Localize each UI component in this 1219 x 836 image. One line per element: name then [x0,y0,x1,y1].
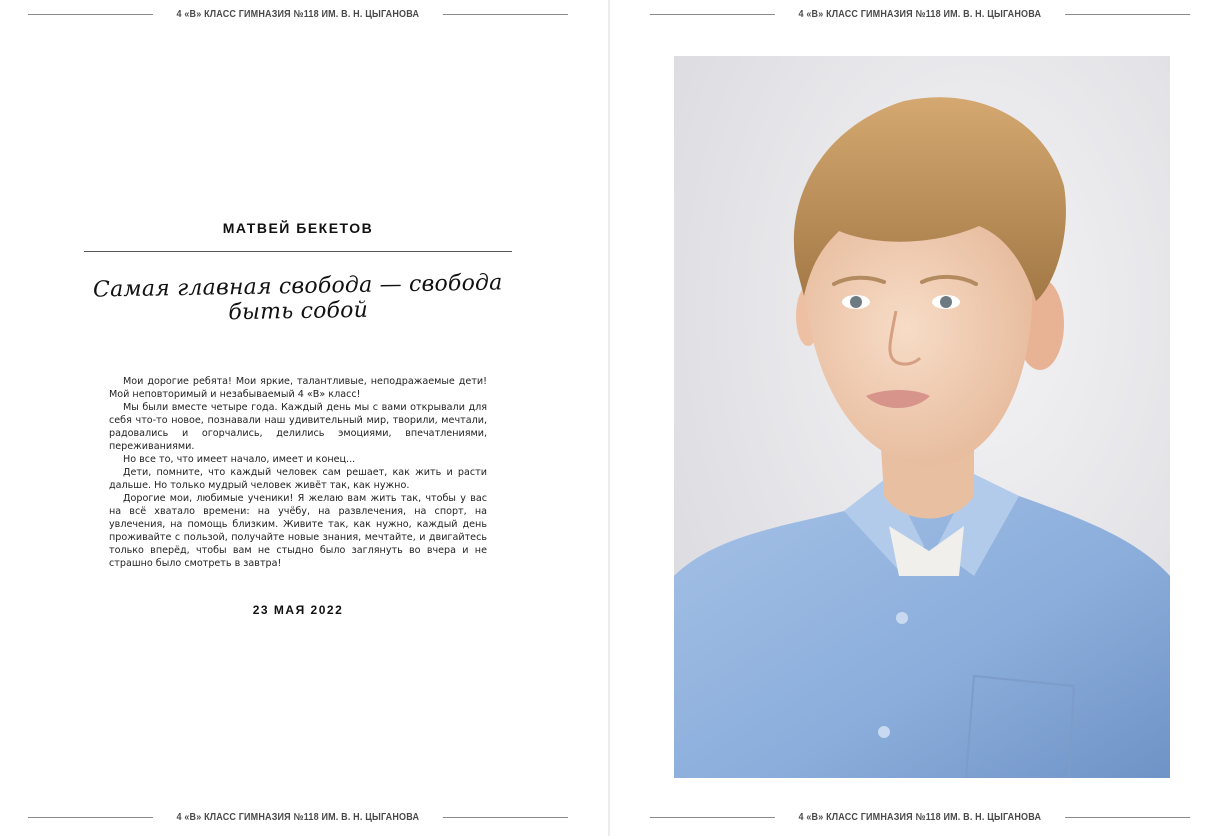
running-footer-right [650,812,1190,823]
header-rule-left [28,14,153,15]
student-portrait-photo [674,56,1170,778]
header-rule-right [1065,14,1190,15]
running-footer-text: 4 «В» КЛАСС ГИМНАЗИЯ №118 ИМ. В. Н. ЦЫГАНОВА [798,812,1042,823]
right-page [610,0,1219,836]
student-name: МАТВЕЙ БЕКЕТОВ [222,220,374,236]
header-rule-right [443,14,568,15]
running-header-text: 4 «В» КЛАСС ГИМНАЗИЯ №118 ИМ. В. Н. ЦЫГАНОВА [176,9,420,20]
shirt-button [896,612,908,624]
running-footer-left [28,812,568,823]
footer-rule-left [650,817,775,818]
shirt-button [878,726,890,738]
footer-rule-right [443,817,568,818]
left-page [0,0,608,836]
header-rule-left [650,14,775,15]
footer-rule-right [1065,817,1190,818]
date-label: 23 МАЯ 2022 [252,603,344,617]
letter-paragraph: Дорогие мои, любимые ученики! Я желаю вам жить так, чтобы у вас на всё хватало времени: на учёбу, на развлечения, на спорт, на увлечения, на помощь близким. Живите так, как нужно, каждый день проживайте с пользой, получайте новые знания, мечтайте, и двигайтесь только вперёд, чтобы вам не стыдно было заглянуть во вчера и не страшно было смотреть в завтра! [109,493,487,569]
letter-paragraph: Но все то, что имеет начало, имеет и конец... [123,454,356,465]
running-header-left [28,9,568,20]
footer-rule-left [28,817,153,818]
name-divider [84,251,512,252]
portrait-illustration [674,56,1170,778]
running-header-text: 4 «В» КЛАСС ГИМНАЗИЯ №118 ИМ. В. Н. ЦЫГАНОВА [798,9,1042,20]
letter-paragraph: Мои дорогие ребята! Мои яркие, талантливые, неподражаемые дети! Мой неповторимый и незабываемый 4 «В» класс! [109,376,487,400]
letter-paragraph: Дети, помните, что каждый человек сам решает, как жить и расти дальше. Но только мудрый человек живёт так, как нужно. [109,467,487,491]
iris-right [940,296,952,308]
running-footer-text: 4 «В» КЛАСС ГИМНАЗИЯ №118 ИМ. В. Н. ЦЫГАНОВА [176,812,420,823]
iris-left [850,296,862,308]
teacher-letter [109,375,487,570]
motto-quote: Самая главная свобода — свобода быть собой [92,270,503,326]
running-header-right [650,9,1190,20]
letter-paragraph: Мы были вместе четыре года. Каждый день мы с вами открывали для себя что-то новое, познавали наш удивительный мир, творили, мечтали, радовались и огорчались, делились эмоциями, впечатлениями, переживаниями. [109,402,487,452]
